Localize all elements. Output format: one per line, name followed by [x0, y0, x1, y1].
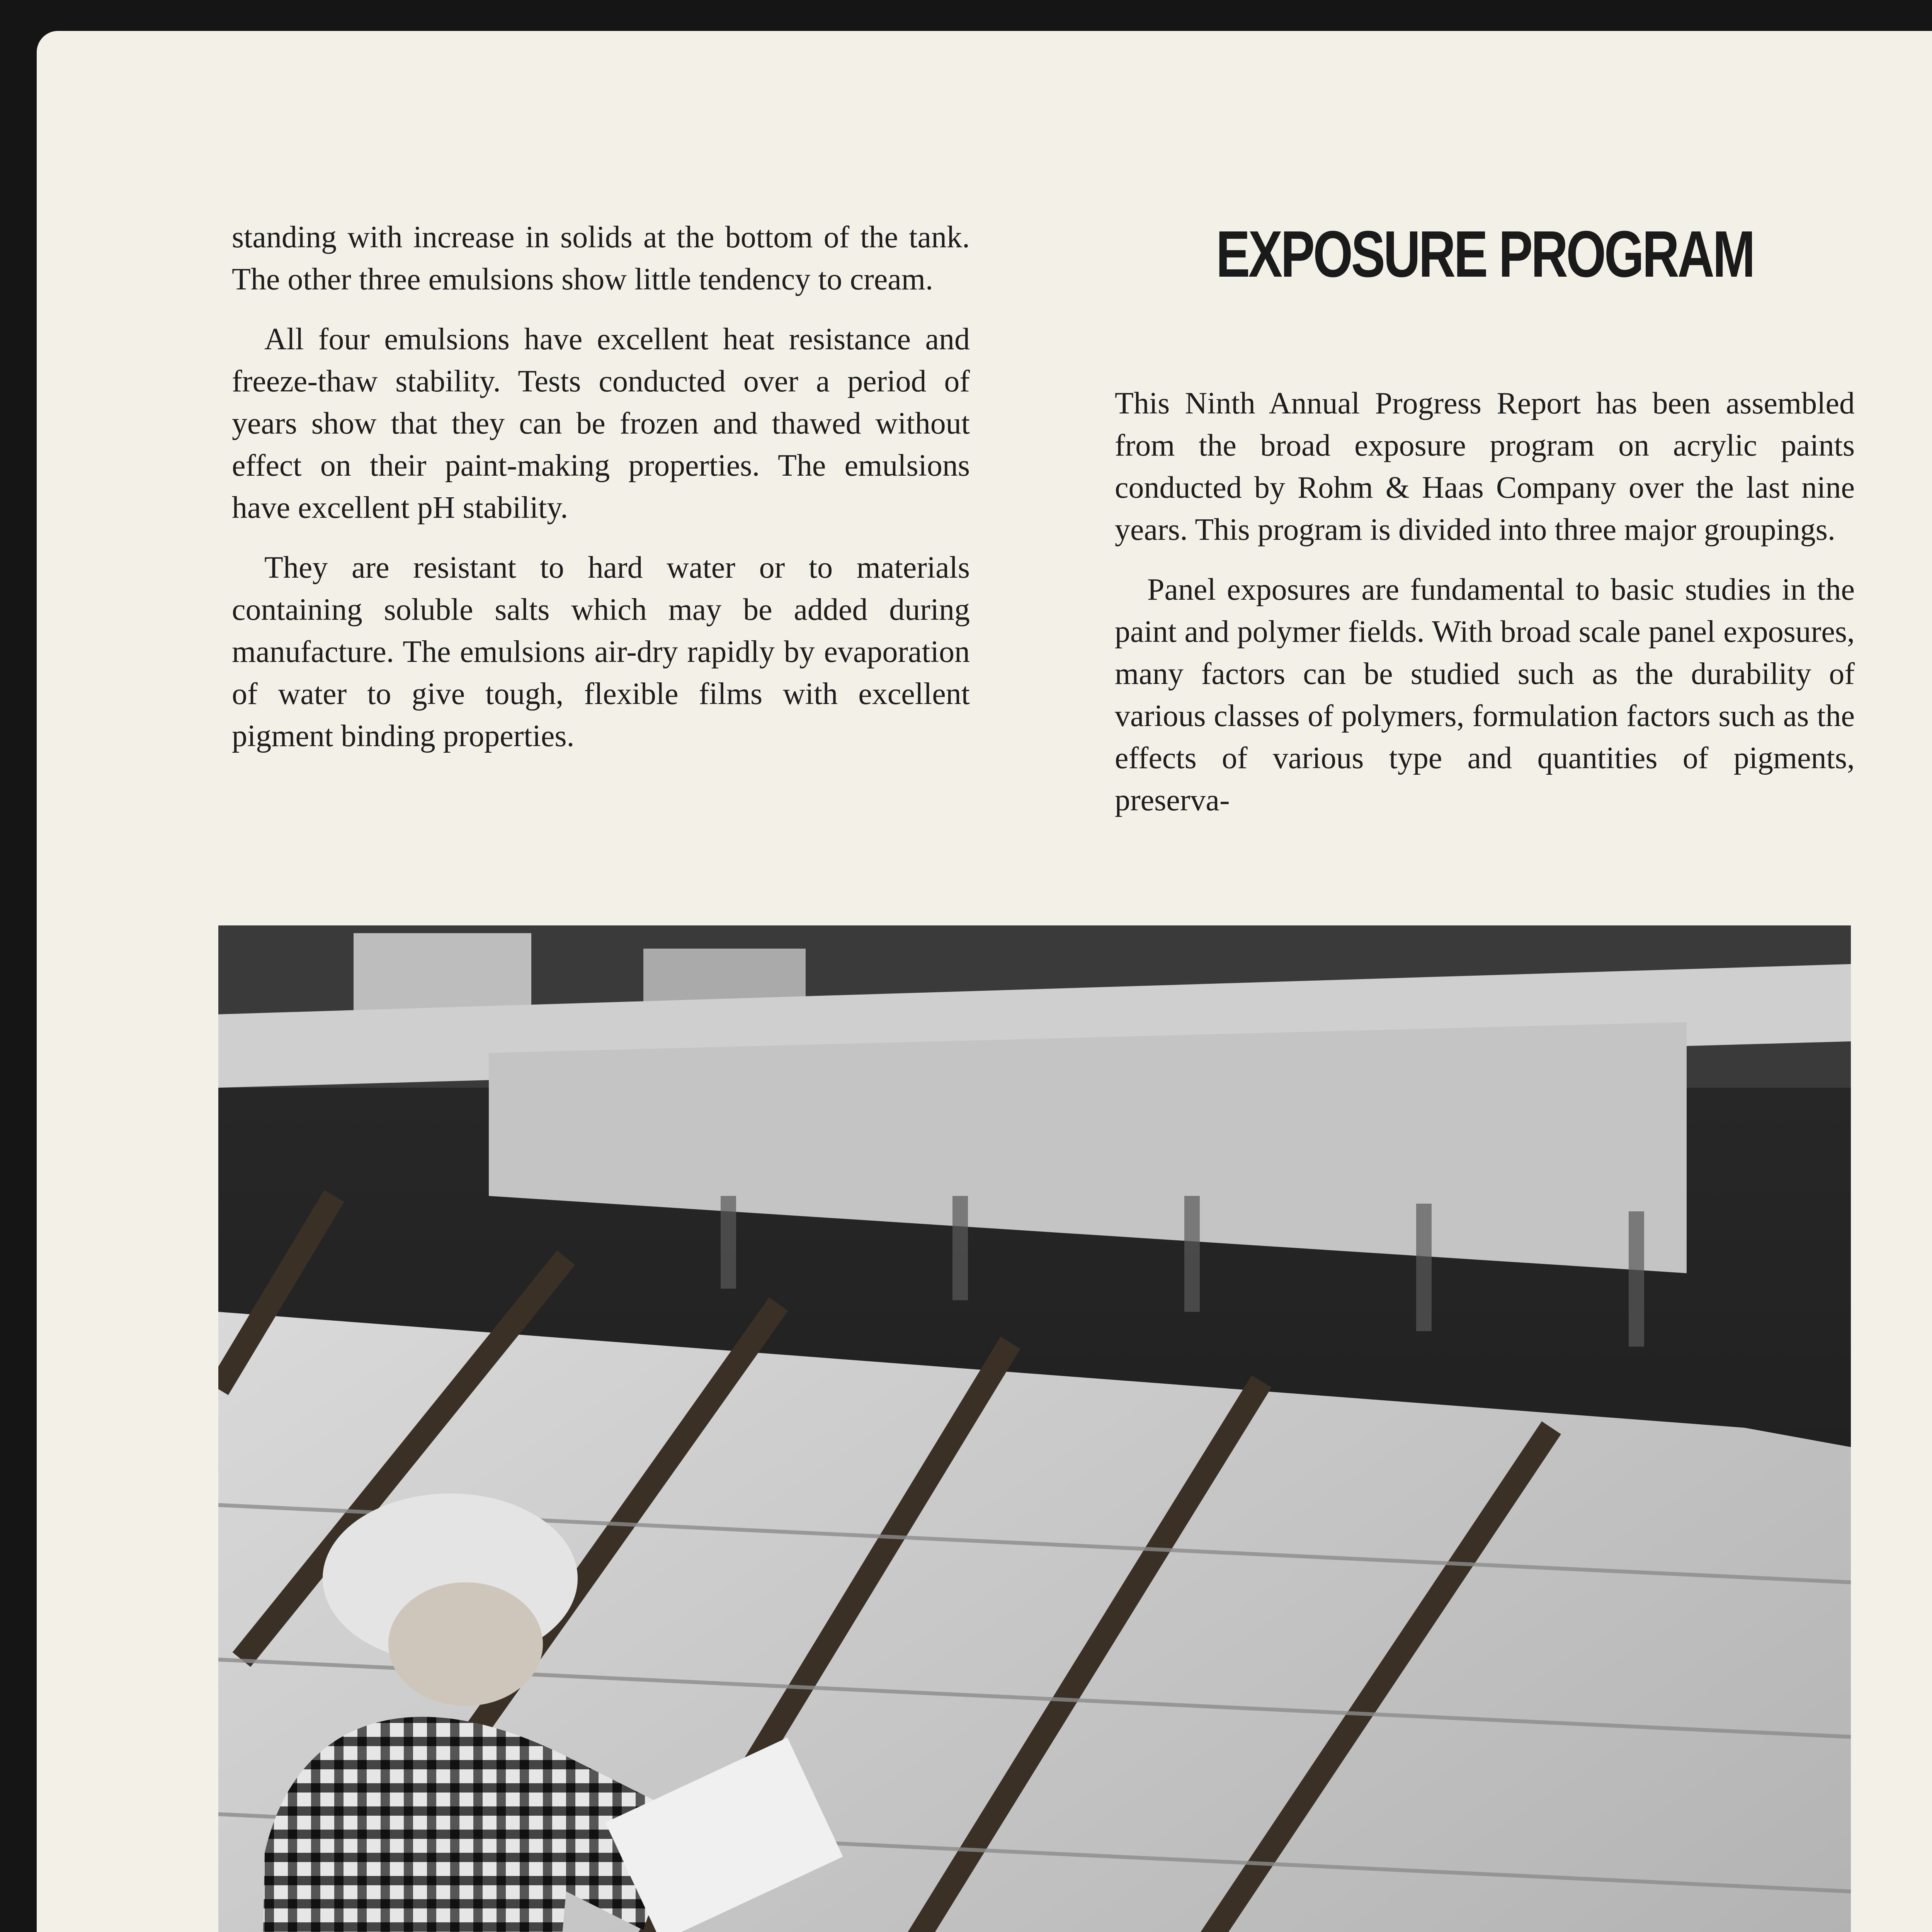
paragraph: All four emulsions have excellent heat resistance and freeze-thaw stability. Tests conducted over a period of years show that they can be frozen and thawed without effect on their paint-making properties. The emulsions have excellent pH stability.: [232, 322, 970, 525]
paragraph: They are resistant to hard water or to materials containing soluble salts which may be added during manufacture. The emulsions air-dry rapidly by evaporation of water to give tough, flexible films with excellent pigment binding properties.: [232, 551, 970, 753]
section-heading: EXPOSURE PROGRAM: [1216, 218, 1754, 291]
right-column-text: [1115, 383, 1855, 839]
worker-face: [388, 1582, 543, 1706]
paragraph: standing with increase in solids at the bottom of the tank. The other three emulsions show little tendency to cream.: [232, 220, 970, 296]
paragraph: This Ninth Annual Progress Report has been assembled from the broad exposure program on acrylic paints conducted by Rohm & Haas Company over the last nine years. This program is divided into three major groupings.: [1115, 386, 1855, 547]
exposure-racks-photo: [218, 925, 1851, 1932]
left-column-text: [232, 216, 970, 775]
paragraph: Panel exposures are fundamental to basic studies in the paint and polymer fields. With broad scale panel exposures, many factors can be studied such as the durability of various classes of polymers, formulation factors such as the effects of various type and quantities of pigments, preserva-: [1115, 573, 1855, 817]
